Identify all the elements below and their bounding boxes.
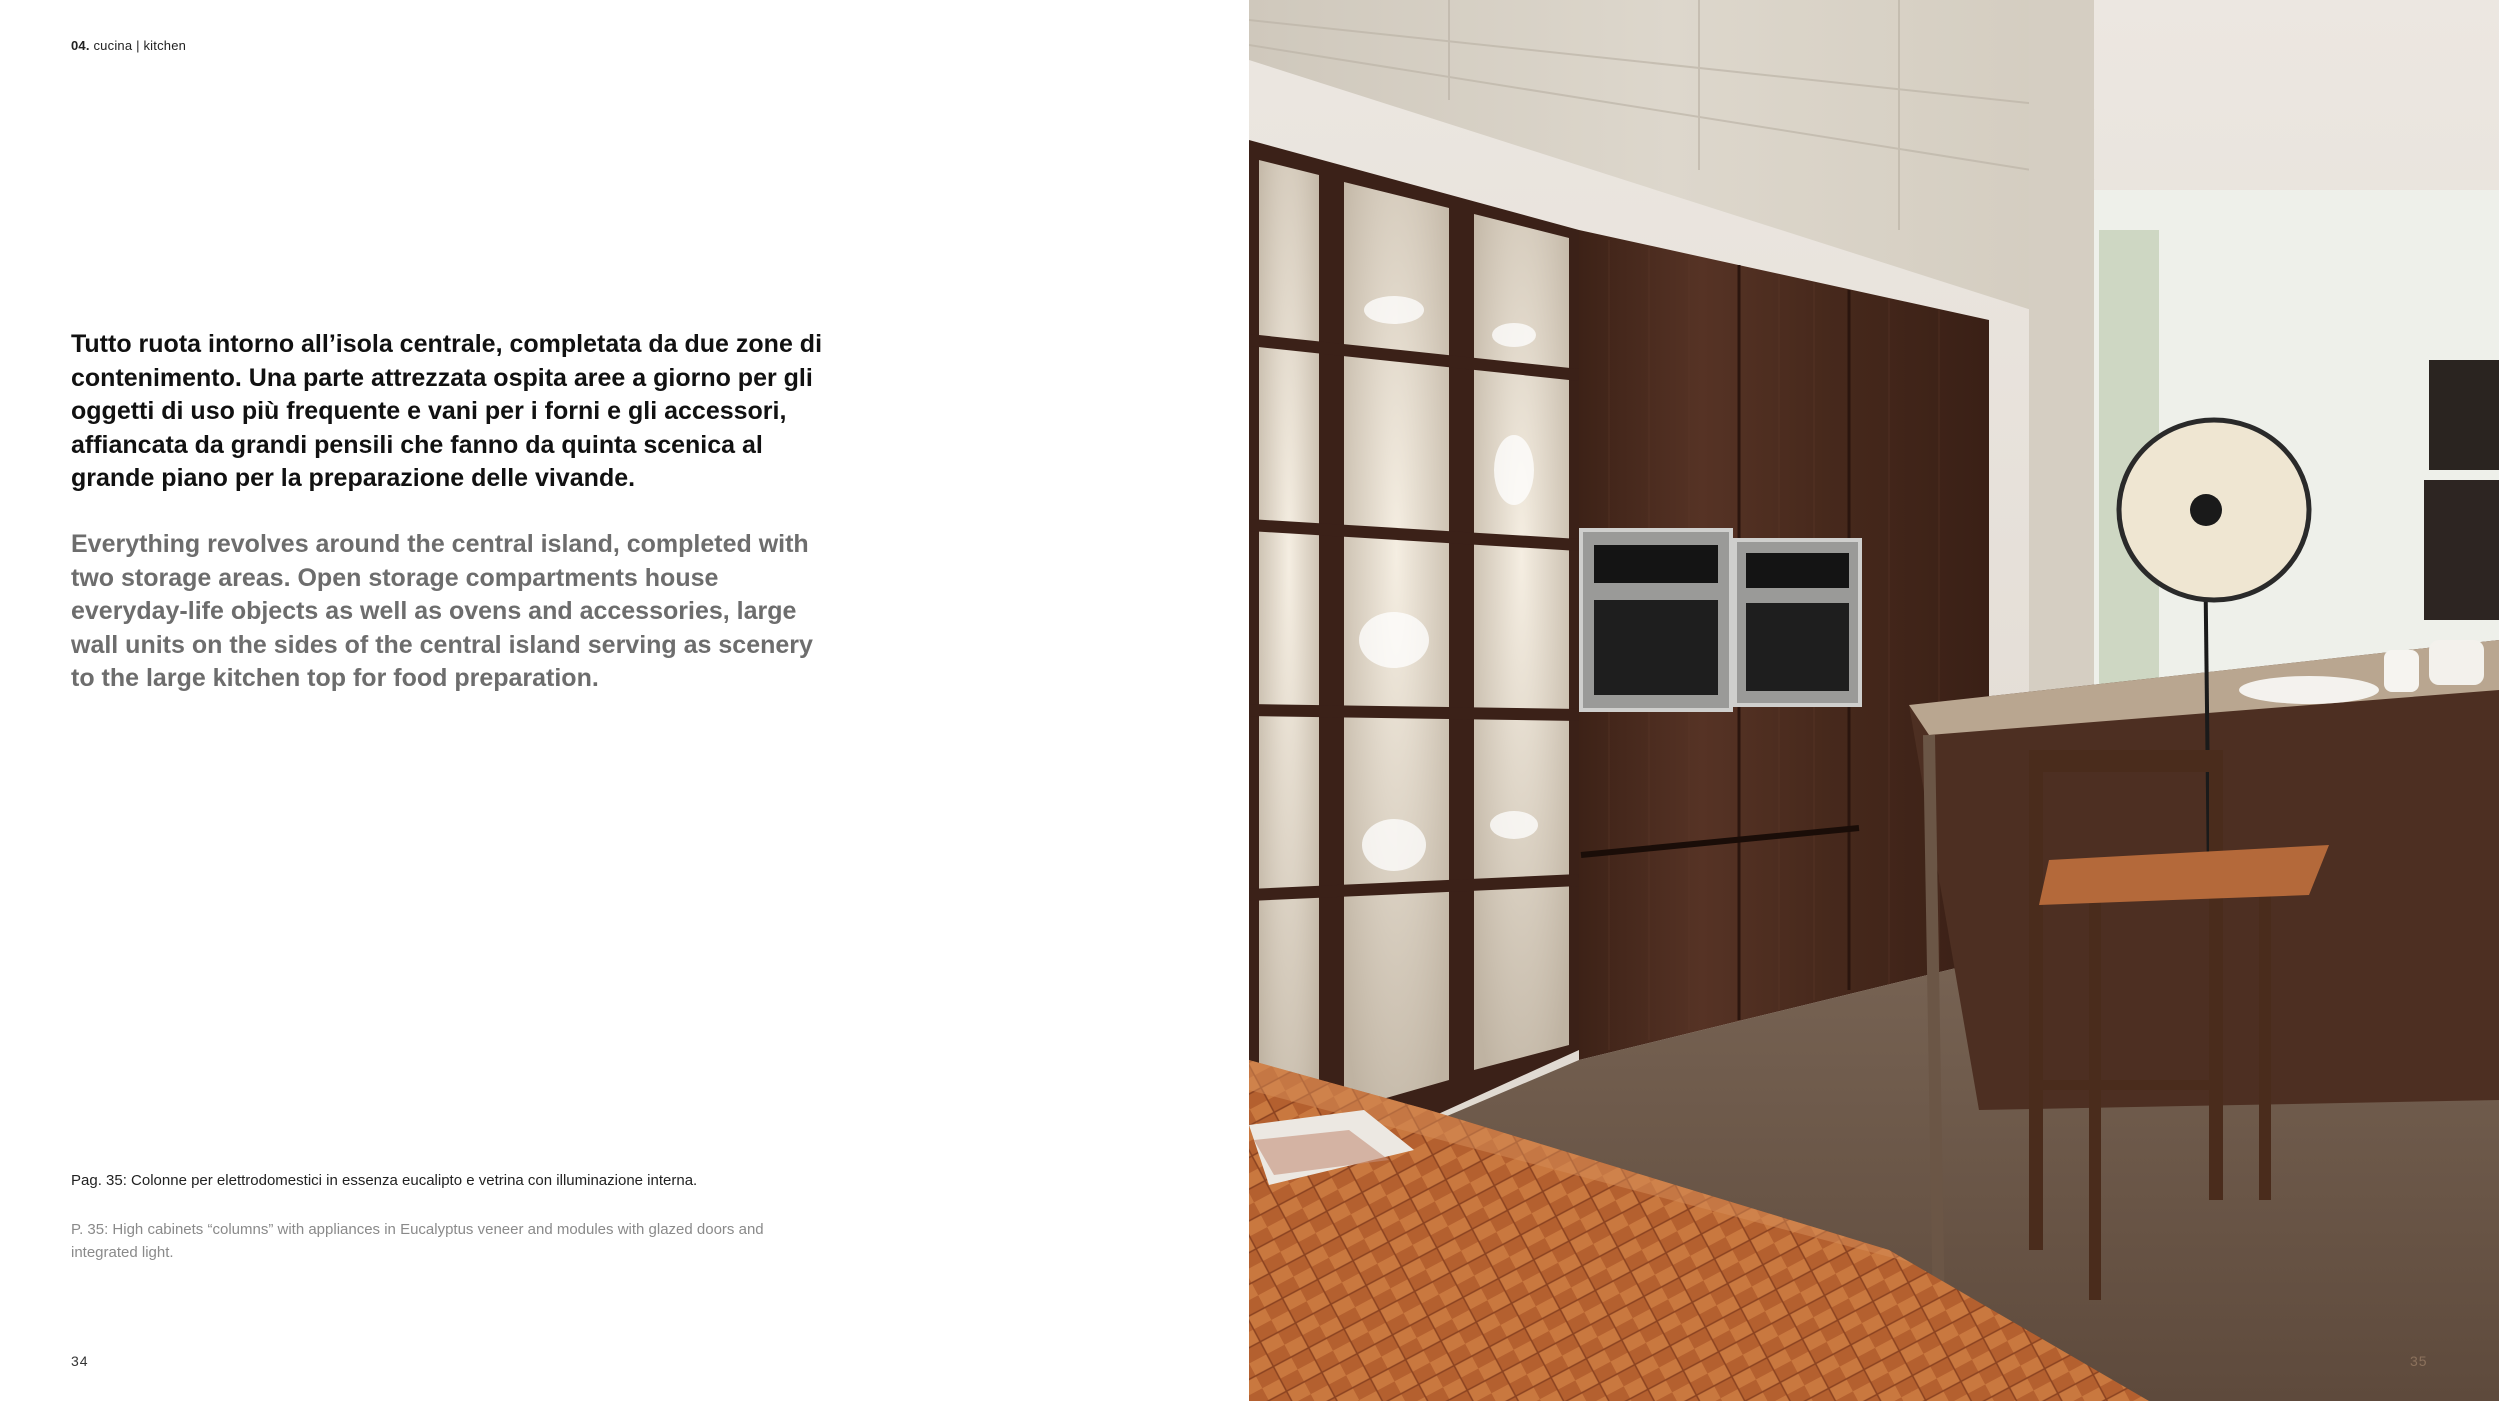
- page-number-left: 34: [71, 1353, 89, 1369]
- caption-english: P. 35: High cabinets “columns” with appliances in Eucalyptus veneer and modules with glazed doors and integrated light.: [71, 1221, 764, 1261]
- body-text-italian: Tutto ruota intorno all’isola centrale, completata da due zone di contenimento. Una parte attrezzata ospita aree a giorno per gli oggetti di uso più frequente e vani per i forni e gli accessori, affiancata da grandi pensili che fanno da quinta scenica al grande piano per la preparazione delle vivande.: [71, 330, 823, 492]
- left-page: [0, 0, 1249, 1401]
- section-title: cucina | kitchen: [93, 38, 187, 53]
- section-label: [71, 38, 186, 53]
- section-number: 04.: [71, 38, 90, 53]
- page-number-right: 35: [2410, 1353, 2428, 1369]
- kitchen-photo: [1249, 0, 2499, 1401]
- body-text-english: Everything revolves around the central island, completed with two storage areas. Open storage compartments house everyday-life objects as well as ovens and accessories, large wall units on the sides of the central island serving as scenery to the large kitchen top for food preparation.: [71, 530, 813, 692]
- caption-italian: Pag. 35: Colonne per elettrodomestici in essenza eucalipto e vetrina con illuminazione interna.: [71, 1172, 698, 1189]
